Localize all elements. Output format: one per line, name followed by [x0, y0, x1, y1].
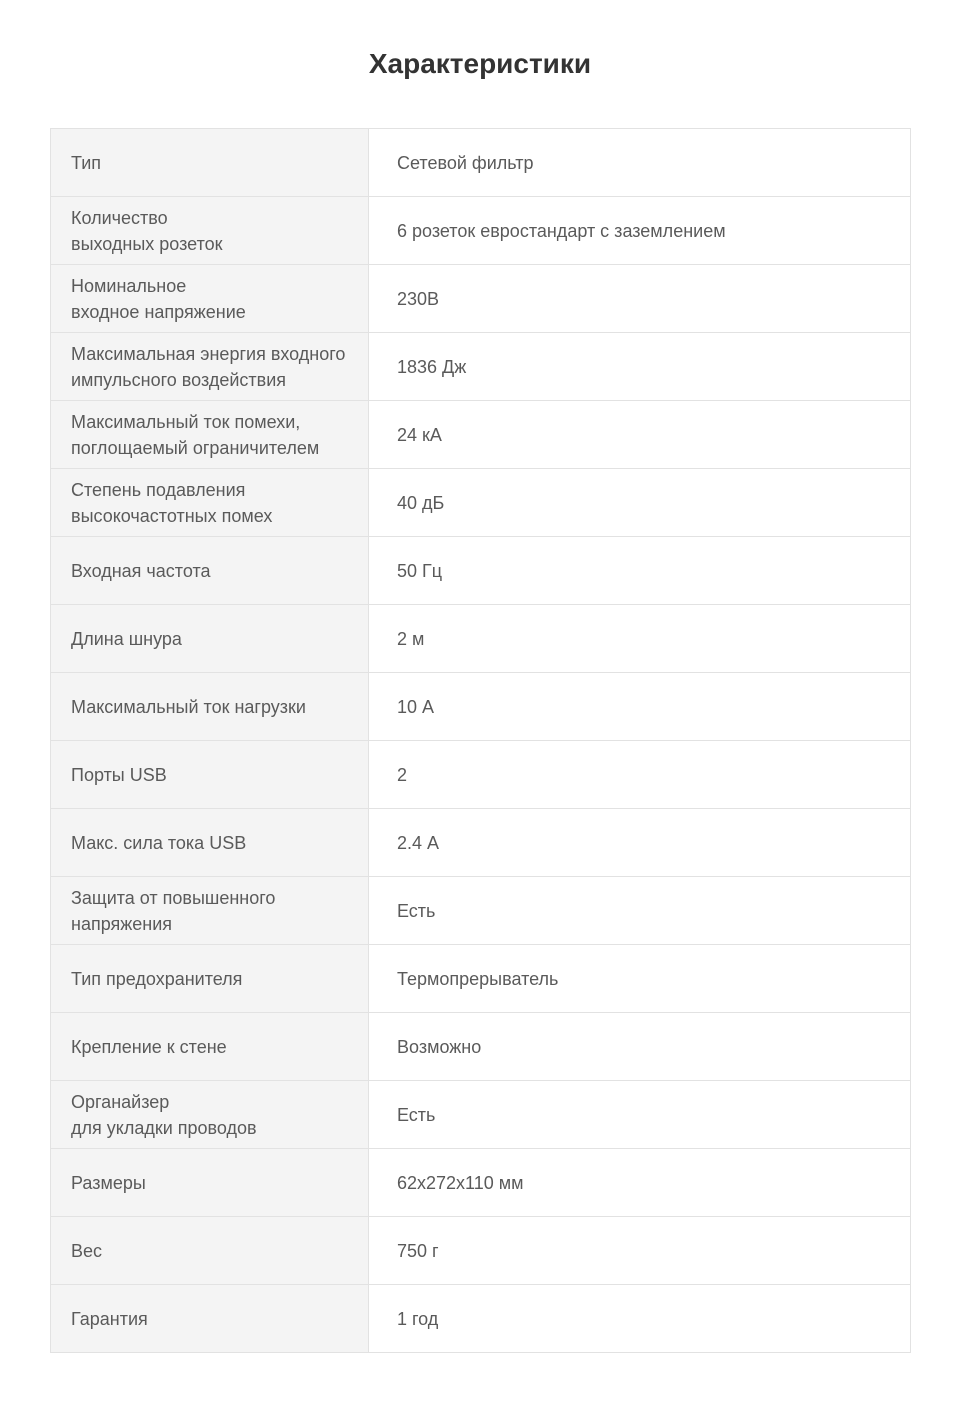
spec-value: 40 дБ — [369, 469, 911, 537]
spec-value: 24 кА — [369, 401, 911, 469]
spec-value: Возможно — [369, 1013, 911, 1081]
spec-value: Есть — [369, 877, 911, 945]
spec-row-hf-suppression — [51, 469, 911, 537]
spec-row-cable-organizer — [51, 1081, 911, 1149]
spec-row-cord-length — [51, 605, 911, 673]
spec-value: 230В — [369, 265, 911, 333]
spec-row-dimensions — [51, 1149, 911, 1217]
spec-row-warranty — [51, 1285, 911, 1353]
spec-value: 2 — [369, 741, 911, 809]
spec-label: Порты USB — [51, 741, 369, 809]
spec-value: 6 розеток евростандарт с заземлением — [369, 197, 911, 265]
spec-label: Степень подавления высокочастотных помех — [51, 469, 369, 537]
spec-row-wall-mount — [51, 1013, 911, 1081]
spec-row-type — [51, 129, 911, 197]
spec-label: Максимальная энергия входного импульсного воздействия — [51, 333, 369, 401]
spec-row-input-frequency — [51, 537, 911, 605]
spec-label: Длина шнура — [51, 605, 369, 673]
spec-label: Входная частота — [51, 537, 369, 605]
spec-value: 62x272x110 мм — [369, 1149, 911, 1217]
spec-value: 1 год — [369, 1285, 911, 1353]
spec-value: 2.4 А — [369, 809, 911, 877]
spec-label: Максимальный ток нагрузки — [51, 673, 369, 741]
page-title: Характеристики — [368, 48, 592, 79]
spec-value: Сетевой фильтр — [369, 129, 911, 197]
spec-value: 50 Гц — [369, 537, 911, 605]
spec-row-input-voltage — [51, 265, 911, 333]
spec-label: Гарантия — [51, 1285, 369, 1353]
spec-label: Крепление к стене — [51, 1013, 369, 1081]
spec-row-overvoltage-protection — [51, 877, 911, 945]
spec-row-usb-current — [51, 809, 911, 877]
spec-label: Максимальный ток помехи, поглощаемый ограничителем — [51, 401, 369, 469]
spec-label: Макс. сила тока USB — [51, 809, 369, 877]
spec-value: Термопрерыватель — [369, 945, 911, 1013]
spec-value: 750 г — [369, 1217, 911, 1285]
spec-label: Вес — [51, 1217, 369, 1285]
specifications-table — [50, 128, 911, 1353]
spec-value: 1836 Дж — [369, 333, 911, 401]
spec-value: Есть — [369, 1081, 911, 1149]
spec-row-fuse-type — [51, 945, 911, 1013]
spec-label: Органайзер для укладки проводов — [51, 1081, 369, 1149]
spec-row-usb-ports — [51, 741, 911, 809]
spec-row-max-load-current — [51, 673, 911, 741]
spec-label: Количество выходных розеток — [51, 197, 369, 265]
spec-label: Тип предохранителя — [51, 945, 369, 1013]
spec-row-max-noise-current — [51, 401, 911, 469]
spec-label: Защита от повышенного напряжения — [51, 877, 369, 945]
spec-value: 2 м — [369, 605, 911, 673]
spec-label: Тип — [51, 129, 369, 197]
spec-label: Номинальное входное напряжение — [51, 265, 369, 333]
spec-row-outlet-count — [51, 197, 911, 265]
spec-row-weight — [51, 1217, 911, 1285]
spec-value: 10 А — [369, 673, 911, 741]
specifications-table-body — [51, 129, 911, 1353]
spec-row-pulse-energy — [51, 333, 911, 401]
spec-label: Размеры — [51, 1149, 369, 1217]
